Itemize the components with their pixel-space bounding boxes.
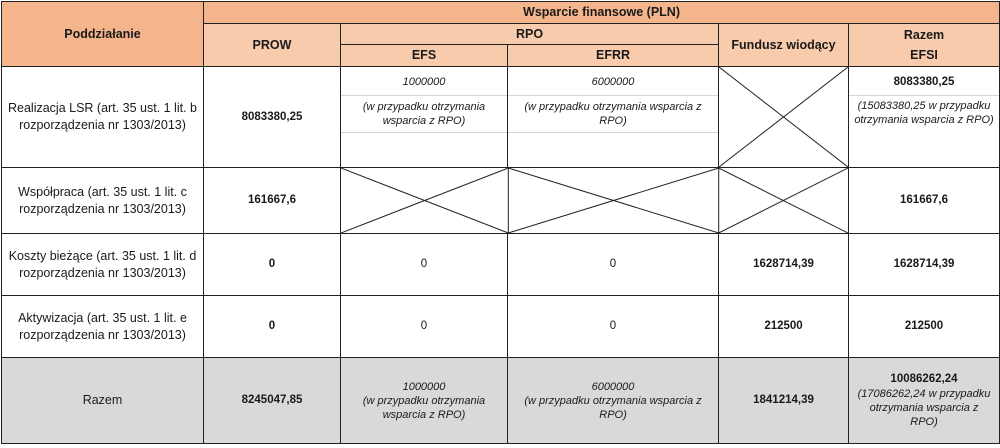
cell-prow: 0 (204, 234, 341, 296)
row-label: Koszty bieżące (art. 35 ust. 1 lit. d rozporządzenia nr 1303/2013) (2, 234, 204, 296)
cell-razem: 212500 (849, 296, 1000, 358)
cell-razem: 161667,6 (849, 168, 1000, 234)
total-row (2, 358, 1000, 444)
razem-value: 8083380,25 (849, 67, 999, 96)
row-label: Aktywizacja (art. 35 ust. 1 lit. e rozporządzenia nr 1303/2013) (2, 296, 204, 358)
cross-mark-icon (719, 67, 848, 167)
cell-crossed (341, 168, 849, 234)
table-row (2, 168, 1000, 234)
efrr-note: (w przypadku otrzymania wsparcia z RPO) (508, 96, 718, 133)
cell-razem (849, 67, 1000, 168)
header-efs: EFS (341, 45, 508, 67)
total-razem-value: 10086262,24 (890, 373, 958, 385)
total-razem-note: (17086262,24 w przypadku otrzymania wsparcia z RPO) (857, 388, 991, 428)
header-rpo: RPO (341, 24, 719, 45)
total-efs-value: 1000000 (402, 380, 446, 393)
cell-efrr (508, 67, 719, 168)
cell-razem: 1628714,39 (849, 234, 1000, 296)
header-razem-line2: EFSI (910, 48, 938, 62)
cell-efs: 0 (341, 296, 508, 358)
table-row (2, 67, 1000, 168)
header-fundusz: Fundusz wiodący (719, 24, 849, 67)
total-efrr-value: 6000000 (591, 380, 635, 393)
header-razem (849, 24, 1000, 67)
total-efrr (508, 358, 719, 444)
cell-fundusz: 212500 (719, 296, 849, 358)
total-label: Razem (2, 358, 204, 444)
cell-prow: 161667,6 (204, 168, 341, 234)
row-label: Współpraca (art. 35 ust. 1 lit. c rozporządzenia nr 1303/2013) (2, 168, 204, 234)
financial-support-table (1, 1, 1000, 444)
efs-value: 1000000 (341, 67, 507, 96)
cell-efrr: 0 (508, 234, 719, 296)
cell-fundusz: 1628714,39 (719, 234, 849, 296)
razem-note: (15083380,25 w przypadku otrzymania wsparcia z RPO) (854, 100, 994, 126)
efs-note: (w przypadku otrzymania wsparcia z RPO) (341, 96, 507, 133)
cell-efs (341, 67, 508, 168)
header-prow: PROW (204, 24, 341, 67)
table-row (2, 234, 1000, 296)
total-efrr-note: (w przypadku otrzymania wsparcia z RPO) (524, 394, 702, 421)
cross-mark-icon (341, 168, 848, 233)
total-fundusz: 1841214,39 (719, 358, 849, 444)
cell-prow: 0 (204, 296, 341, 358)
total-efs (341, 358, 508, 444)
cell-fundusz-crossed (719, 67, 849, 168)
header-efrr: EFRR (508, 45, 719, 67)
row-label: Realizacja LSR (art. 35 ust. 1 lit. b rozporządzenia nr 1303/2013) (2, 67, 204, 168)
total-prow: 8245047,85 (204, 358, 341, 444)
header-razem-line1: Razem (903, 28, 945, 42)
header-wsparcie: Wsparcie finansowe (PLN) (204, 2, 1000, 24)
cell-efs: 0 (341, 234, 508, 296)
header-poddzialanie: Poddziałanie (2, 2, 204, 67)
cell-prow: 8083380,25 (204, 67, 341, 168)
cell-efrr: 0 (508, 296, 719, 358)
efrr-value: 6000000 (508, 67, 718, 96)
total-razem (849, 358, 1000, 444)
total-efs-note: (w przypadku otrzymania wsparcia z RPO) (362, 394, 486, 421)
table-row (2, 296, 1000, 358)
